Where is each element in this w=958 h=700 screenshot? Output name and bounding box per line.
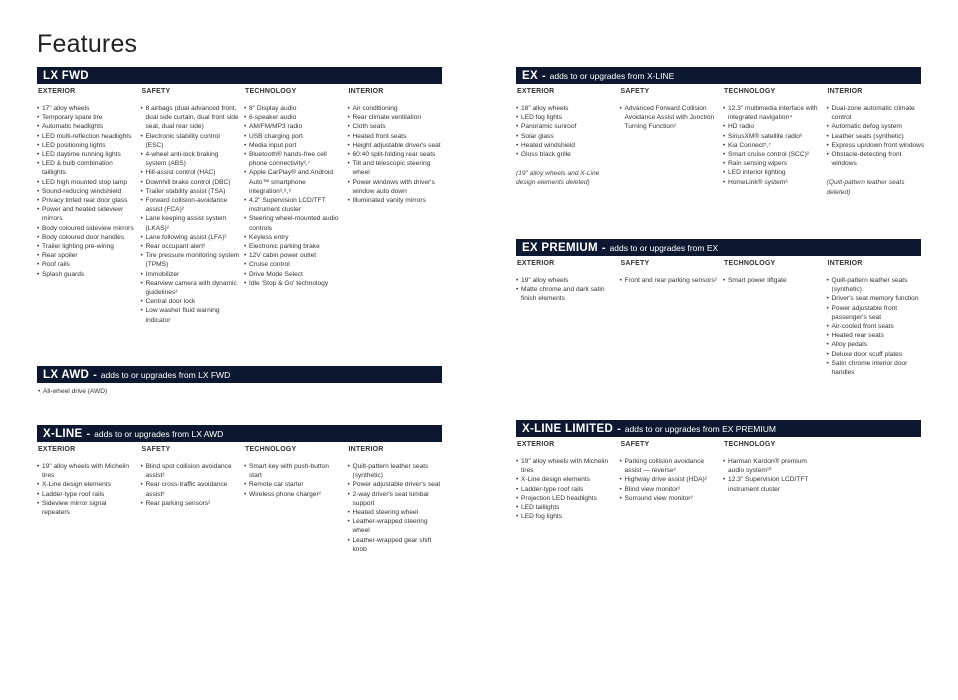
list-item: • Highway drive assist (HDA)²: [620, 475, 719, 484]
list-item: • Surround view monitor²: [620, 494, 719, 503]
header-dash: -: [617, 422, 621, 435]
list-item: • Heated windshield: [516, 141, 615, 150]
list-item: • Immobilizer: [141, 270, 240, 279]
list-item: • Parking collision avoidance assist — reverse²: [620, 457, 719, 475]
list-item: • Leather-wrapped steering wheel: [348, 517, 447, 535]
feature-column: [244, 88, 348, 325]
list-item: • Steering wheel-mounted audio controls: [244, 214, 343, 232]
list-item: • Lane keeping assist system (LKAS)²: [141, 214, 240, 232]
list-item: • Trailer stability assist (TSA): [141, 187, 240, 196]
list-item: • Cloth seats: [348, 122, 447, 131]
list-item: • LED & bulb combination taillights: [37, 159, 136, 177]
list-item: • X-Line design elements: [37, 480, 136, 489]
feature-column: [141, 88, 245, 325]
list-item: • 12V cabin power outlet: [244, 251, 343, 260]
feature-list: [516, 457, 620, 521]
list-item: • X-Line design elements: [516, 475, 615, 484]
feature-column: [723, 441, 827, 521]
feature-list: [244, 462, 348, 499]
list-item: • LED fog lights: [516, 512, 615, 521]
list-item: • Wireless phone charger²: [244, 490, 343, 499]
trim-name: LX AWD: [43, 368, 90, 381]
list-item: • LED taillights: [516, 503, 615, 512]
section-header-bar: [37, 67, 442, 84]
list-item: • Rearview camera with dynamic guidelines²: [141, 279, 240, 297]
feature-column: [827, 260, 931, 377]
feature-list: [620, 457, 724, 503]
list-item: • Rear climate ventilation: [348, 113, 447, 122]
list-item: • Express up/down front windows: [827, 141, 926, 150]
column-heading: EXTERIOR: [517, 88, 555, 95]
list-item: • Downhill brake control (DBC): [141, 178, 240, 187]
list-item: • LED daytime running lights: [37, 150, 136, 159]
section-header-bar: [516, 67, 921, 84]
header-dash: -: [601, 241, 606, 254]
column-heading: TECHNOLOGY: [245, 446, 297, 453]
list-item: • Height adjustable driver's seat: [348, 141, 447, 150]
column-heading: EXTERIOR: [38, 446, 76, 453]
list-item: • 4-wheel anti-lock braking system (ABS): [141, 150, 240, 168]
feature-list: [723, 276, 827, 285]
list-item: • Heated rear seats: [827, 331, 926, 340]
header-dash: -: [93, 368, 97, 381]
list-item: • HD radio: [723, 122, 822, 131]
list-item: • Heated front seats: [348, 132, 447, 141]
list-item: • Bluetooth® hands-free cell phone connectivity²,⁷: [244, 150, 343, 168]
list-item: • Media input port: [244, 141, 343, 150]
trim-subtitle: adds to or upgrades from X-LINE: [549, 70, 675, 81]
list-item: • Gloss black grille: [516, 150, 615, 159]
section-x-line: [37, 425, 442, 554]
feature-list: [723, 457, 827, 494]
list-item: • LED high mounted stop lamp: [37, 178, 136, 187]
list-item: • Ladder-type roof rails: [516, 485, 615, 494]
feature-column: [827, 88, 931, 197]
feature-list: [348, 104, 452, 205]
feature-list: [620, 104, 724, 132]
list-item: • Keyless entry: [244, 233, 343, 242]
feature-list: [141, 462, 245, 508]
column-note: (Quilt-pattern leather seats deleted): [826, 179, 905, 196]
feature-list: [37, 104, 141, 279]
feature-list: [620, 276, 724, 285]
list-item: • Temporary spare tire: [37, 113, 136, 122]
list-item: • Quilt-pattern leather seats (synthetic): [827, 276, 926, 294]
feature-list: [37, 462, 141, 517]
list-item: • Smart cruise control (SCC)²: [723, 150, 822, 159]
feature-list: [723, 104, 827, 187]
list-item: • Trailer lighting pre-wiring: [37, 242, 136, 251]
column-heading: EXTERIOR: [38, 88, 76, 95]
list-item: • Sideview mirror signal repeaters: [37, 499, 136, 517]
column-heading: TECHNOLOGY: [724, 260, 776, 267]
feature-list: [516, 104, 620, 159]
feature-column: [37, 88, 141, 325]
column-heading: EXTERIOR: [517, 441, 555, 448]
list-item: • Central door lock: [141, 297, 240, 306]
column-heading: SAFETY: [620, 260, 650, 267]
column-heading: SAFETY: [620, 88, 650, 95]
list-item: • 12.3" Supervision LCD/TFT instrument cluster: [723, 475, 822, 493]
list-item: • Solar glass: [516, 132, 615, 141]
list-item: • Electronic stability control (ESC): [141, 132, 240, 150]
section-header-bar: [516, 420, 921, 437]
trim-name: EX: [522, 69, 538, 82]
column-heading: TECHNOLOGY: [245, 88, 297, 95]
list-item: • Rear cross-traffic avoidance assist²: [141, 480, 240, 498]
trim-name: EX PREMIUM: [522, 241, 598, 254]
column-heading: EXTERIOR: [517, 260, 555, 267]
list-item: • Tilt and telescopic steering wheel: [348, 159, 447, 177]
list-item: • Matte chrome and dark satin finish elements: [516, 285, 615, 303]
list-item: • Illuminated vanity mirrors: [348, 196, 447, 205]
header-dash: -: [86, 427, 91, 440]
list-item: • Driver's seat memory function: [827, 294, 926, 303]
trim-subtitle: adds to or upgrades from EX PREMIUM: [624, 423, 776, 434]
list-item: • Lane following assist (LFA)²: [141, 233, 240, 242]
list-item: • Body coloured door handles: [37, 233, 136, 242]
trim-name: X-LINE LIMITED: [522, 422, 614, 435]
list-item: • Remote car starter: [244, 480, 343, 489]
list-item: • 17" alloy wheels: [37, 104, 136, 113]
list-item: • Blind view monitor²: [620, 485, 719, 494]
list-item: • HomeLink® system⁶: [723, 178, 822, 187]
list-item: • Cruise control: [244, 260, 343, 269]
feature-column: [620, 88, 724, 197]
list-item: • Idle 'Stop & Go' technology: [244, 279, 343, 288]
trim-name: X-LINE: [43, 427, 83, 440]
list-item: • Harman Kardon® premium audio system¹⁰: [723, 457, 822, 475]
list-item: • 12.3" multimedia interface with integrated navigation⁴: [723, 104, 822, 122]
list-item: • LED fog lights: [516, 113, 615, 122]
list-item: • 19" alloy wheels: [516, 276, 615, 285]
feature-columns: [516, 88, 925, 197]
list-item: • Ladder-type roof rails: [37, 490, 136, 499]
header-dash: -: [541, 69, 546, 82]
section-ex: [516, 67, 925, 197]
list-item: • Low washer fluid warning indicator: [141, 306, 240, 324]
column-note: (19" alloy wheels and X-Line design elements deleted): [516, 170, 600, 187]
list-item: • All-wheel drive (AWD): [37, 387, 442, 396]
column-heading: SAFETY: [620, 441, 650, 448]
list-item: • AM/FM/MP3 radio: [244, 122, 343, 131]
section-lx-fwd: [37, 67, 442, 325]
list-item: • Power adjustable driver's seat: [348, 480, 447, 489]
list-item: • Splash guards: [37, 270, 136, 279]
feature-column: [348, 446, 452, 554]
feature-column: [516, 260, 620, 377]
list-item: • LED multi-reflection headlights: [37, 132, 136, 141]
feature-column: [620, 441, 724, 521]
feature-column: [516, 88, 620, 197]
list-item: • Advanced Forward Collision Avoidance Assist with Junction Turning Function²: [620, 104, 719, 132]
feature-columns: [516, 441, 921, 521]
trim-subtitle: adds to or upgrades from LX FWD: [100, 369, 231, 380]
list-item: • Deluxe door scuff plates: [827, 350, 926, 359]
feature-list: [141, 104, 245, 325]
feature-list: [348, 462, 452, 554]
list-item: • Kia Connect⁵,⁷: [723, 141, 822, 150]
list-item: • Air-cooled front seats: [827, 322, 926, 331]
list-item: • Automatic headlights: [37, 122, 136, 131]
list-item: • Power and heated sideview mirrors: [37, 205, 136, 223]
feature-column: [37, 446, 141, 554]
column-heading: INTERIOR: [827, 88, 863, 95]
list-item: • 8 airbags (dual advanced front, dual side curtain, dual front side seat, dual rear side): [141, 104, 240, 132]
list-item: • Heated steering wheel: [348, 508, 447, 517]
section-header-bar: [37, 366, 442, 383]
column-heading: INTERIOR: [348, 88, 384, 95]
list-item: • Tire pressure monitoring system (TPMS): [141, 251, 240, 269]
list-item: • Panoramic sunroof: [516, 122, 615, 131]
list-item: • 6-speaker audio: [244, 113, 343, 122]
list-item: • Blind spot collision avoidance assist²: [141, 462, 240, 480]
feature-column: [620, 260, 724, 377]
list-item: • Power windows with driver's window auto down: [348, 178, 447, 196]
list-item: • Dual-zone automatic climate control: [827, 104, 926, 122]
list-item: • USB charging port: [244, 132, 343, 141]
section-header-bar: [516, 239, 921, 256]
column-heading: INTERIOR: [827, 260, 863, 267]
list-item: • Obstacle-detecting front windows: [827, 150, 926, 168]
list-item: • SiriusXM® satellite radio⁶: [723, 132, 822, 141]
list-item: • Automatic defog system: [827, 122, 926, 131]
list-item: • 60:40 split-folding rear seats: [348, 150, 447, 159]
list-item: • Rain sensing wipers: [723, 159, 822, 168]
section-header-bar: [37, 425, 442, 442]
feature-column: [516, 441, 620, 521]
list-item: • Satin chrome interior door handles: [827, 359, 926, 377]
feature-list: [516, 276, 620, 304]
column-heading: INTERIOR: [348, 446, 384, 453]
list-item: • Quilt-pattern leather seats (synthetic): [348, 462, 447, 480]
list-item: • Privacy tinted rear door glass: [37, 196, 136, 205]
feature-list: [244, 104, 348, 288]
trim-name: LX FWD: [43, 69, 89, 82]
feature-column: [348, 88, 452, 325]
list-item: • 8" Display audio: [244, 104, 343, 113]
list-item: • LED positioning lights: [37, 141, 136, 150]
list-item: • LED interior lighting: [723, 168, 822, 177]
list-item: • Alloy pedals: [827, 340, 926, 349]
feature-column: [723, 260, 827, 377]
feature-columns: [37, 446, 442, 554]
list-item: • Projection LED headlights: [516, 494, 615, 503]
list-item: • Drive Mode Select: [244, 270, 343, 279]
list-item: • Leather-wrapped gear shift knob: [348, 536, 447, 554]
list-item: • Smart power liftgate: [723, 276, 822, 285]
list-item: • Front and rear parking sensors²: [620, 276, 719, 285]
feature-column: [723, 88, 827, 197]
section-ex-premium: [516, 239, 921, 377]
column-heading: TECHNOLOGY: [724, 441, 776, 448]
feature-columns: [516, 260, 921, 377]
list-item: • Hill-assist control (HAC): [141, 168, 240, 177]
list-item: • 19" alloy wheels with Michelin tires: [37, 462, 136, 480]
list-item: • Rear occupant alert²: [141, 242, 240, 251]
trim-subtitle: adds to or upgrades from LX AWD: [94, 428, 224, 439]
feature-list: [827, 276, 931, 377]
feature-column: [244, 446, 348, 554]
page-title: Features: [37, 30, 138, 58]
list-item: • 18" alloy wheels: [516, 104, 615, 113]
section-lx-awd: [37, 366, 442, 396]
list-item: • Apple CarPlay® and Android Auto™ smartphone integration³,⁸,⁹: [244, 168, 343, 196]
trim-subtitle: adds to or upgrades from EX: [609, 242, 719, 253]
column-heading: SAFETY: [141, 88, 171, 95]
feature-column: [141, 446, 245, 554]
feature-list: [827, 104, 931, 168]
list-item: • Air conditioning: [348, 104, 447, 113]
list-item: • Body coloured sideview mirrors: [37, 224, 136, 233]
list-item: • Leather seats (synthetic): [827, 132, 926, 141]
column-heading: SAFETY: [141, 446, 171, 453]
list-item: • Roof rails: [37, 260, 136, 269]
list-item: • Sound-reducing windshield: [37, 187, 136, 196]
column-heading: TECHNOLOGY: [724, 88, 776, 95]
list-item: • Smart key with push-button start: [244, 462, 343, 480]
feature-columns: [37, 88, 442, 325]
list-item: • 2-way driver's seat lumbar support: [348, 490, 447, 508]
list-item: • Power adjustable front passenger's seat: [827, 304, 926, 322]
list-item: • Rear parking sensors²: [141, 499, 240, 508]
list-item: • Forward collision-avoidance assist (FCA)²: [141, 196, 240, 214]
list-item: • Electronic parking brake: [244, 242, 343, 251]
list-item: • 19" alloy wheels with Michelin tires: [516, 457, 615, 475]
list-item: • Rear spoiler: [37, 251, 136, 260]
list-item: • 4.2" Supervision LCD/TFT instrument cluster: [244, 196, 343, 214]
section-x-line-limited: [516, 420, 921, 521]
